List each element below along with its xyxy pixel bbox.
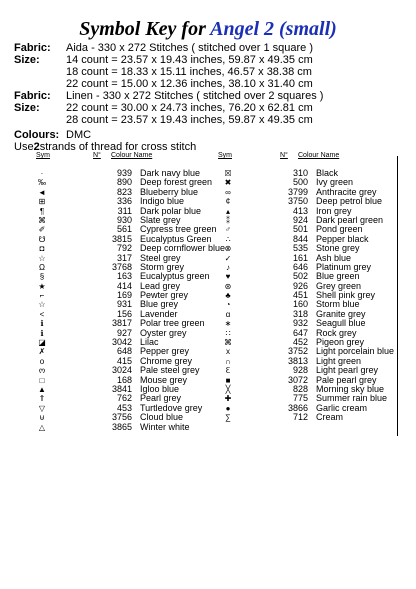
- dmc-number: 3752: [287, 346, 308, 357]
- symbol-icon: ∑: [225, 413, 231, 423]
- size-label: Size:: [14, 102, 40, 114]
- colour-name: Turtledove grey: [140, 402, 203, 413]
- colour-name: Deep forest green: [140, 177, 213, 188]
- colours-label: Colours:: [14, 129, 60, 141]
- symbol-icon: ℹ: [40, 319, 44, 329]
- colour-name: Morning sky blue: [316, 383, 385, 394]
- dmc-number: 775: [292, 393, 308, 404]
- fabric-label: Fabric:: [14, 42, 51, 54]
- symbol-icon: ✗: [38, 347, 46, 357]
- dmc-number: 3841: [111, 383, 132, 394]
- title-prefix: Symbol Key for: [79, 18, 206, 40]
- symbol-icon: ⌘: [38, 215, 46, 225]
- header-num: N°: [280, 152, 288, 159]
- symbol-icon: △: [38, 422, 46, 432]
- dmc-number: 452: [292, 337, 308, 348]
- colour-name: Dark pearl green: [316, 214, 384, 225]
- symbol-icon: ℹ: [40, 328, 44, 338]
- colour-name: Shell pink grey: [316, 290, 376, 301]
- symbol-icon: ♣: [225, 291, 231, 301]
- colour-name: Oyster grey: [140, 327, 187, 338]
- symbol-icon: ♂: [225, 225, 231, 235]
- size-aida-18: 18 count = 18.33 x 15.11 inches, 46.57 x 38.38 cm: [66, 66, 312, 78]
- size-linen-row: [14, 114, 323, 126]
- symbol-icon: ∴: [225, 234, 231, 244]
- symbol-icon: ♪: [226, 262, 230, 272]
- colour-name: Garlic cream: [316, 402, 368, 413]
- colour-name: Lilac: [140, 337, 159, 348]
- colour-name: Cypress tree green: [140, 224, 217, 235]
- dmc-number: 3865: [111, 421, 132, 432]
- dmc-number: 310: [292, 168, 308, 178]
- colour-name: Pond green: [316, 224, 363, 235]
- dmc-number: 3072: [287, 374, 308, 385]
- symbol-icon: ■: [225, 375, 231, 385]
- size-aida-14: 14 count = 23.57 x 19.43 inches, 59.87 x 49.35 cm: [66, 54, 313, 66]
- symbol-icon: ▴: [225, 206, 230, 216]
- colours-value: DMC: [66, 129, 92, 141]
- colour-name: Storm grey: [140, 261, 185, 272]
- symbol-icon: ◪: [38, 338, 46, 348]
- size-aida-row: [14, 54, 323, 66]
- dmc-number: 500: [292, 177, 308, 188]
- dmc-number: 3042: [111, 337, 132, 348]
- colour-name: Black: [316, 168, 339, 178]
- dmc-number: 712: [292, 412, 308, 423]
- pattern-info: [14, 42, 323, 153]
- symbol-icon: ☒: [224, 169, 232, 178]
- colour-name: Deep petrol blue: [316, 196, 383, 207]
- colour-name: Pepper black: [316, 233, 369, 244]
- dmc-number: 163: [116, 271, 132, 282]
- symbol-icon: ▲: [38, 384, 46, 394]
- colour-name: Pepper grey: [140, 346, 190, 357]
- symbol-icon: §: [39, 272, 45, 282]
- symbol-icon: ⌐: [39, 291, 45, 301]
- size-aida-row: [14, 78, 323, 90]
- colour-name: Blue grey: [140, 299, 179, 310]
- dmc-number: 828: [292, 383, 308, 394]
- colour-name: Igloo blue: [140, 383, 180, 394]
- size-linen-28: 28 count = 23.57 x 19.43 inches, 59.87 x 49.35 cm: [66, 114, 313, 126]
- symbol-icon: ¶: [39, 206, 45, 216]
- colour-name: Grey green: [316, 280, 362, 291]
- colour-name: Cream: [316, 412, 344, 423]
- colour-name: Pearl grey: [140, 393, 182, 404]
- dmc-number: 169: [116, 290, 132, 301]
- dmc-number: 792: [116, 243, 132, 254]
- colour-name: Anthracite grey: [316, 186, 377, 197]
- column-divider: [397, 156, 398, 436]
- header-sym: Sym: [218, 152, 232, 159]
- symbol-icon: ✖: [224, 178, 232, 188]
- colour-name: Seagull blue: [316, 318, 366, 329]
- symbol-icon: ∗: [224, 319, 232, 329]
- dmc-number: 311: [117, 205, 132, 216]
- strands-instruction: [14, 141, 323, 153]
- symbol-icon: ☋: [38, 234, 46, 244]
- header-colour-name: Colour Name: [111, 152, 153, 159]
- dmc-number: 928: [292, 365, 308, 376]
- dmc-number: 156: [116, 308, 132, 319]
- dmc-number: 451: [292, 290, 308, 301]
- colour-name: Lavender: [140, 308, 178, 319]
- symbol-icon: ·: [40, 169, 44, 178]
- symbol-icon: □: [39, 375, 45, 385]
- title-pattern-name: Angel 2 (small): [210, 18, 337, 40]
- symbol-icon: o: [39, 356, 45, 366]
- symbol-icon: ✐: [38, 225, 46, 235]
- colour-name: Pewter grey: [140, 290, 189, 301]
- dmc-number: 161: [292, 252, 308, 263]
- dmc-number: 3815: [111, 233, 132, 244]
- dmc-number: 844: [292, 233, 308, 244]
- dmc-number: 924: [292, 214, 308, 225]
- symbol-icon: ∩: [225, 356, 231, 366]
- symbol-icon: Ω: [39, 262, 45, 272]
- dmc-number: 160: [292, 299, 308, 310]
- colour-name: Chrome grey: [140, 355, 193, 366]
- dmc-number: 646: [292, 261, 308, 272]
- fabric-linen-row: [14, 90, 323, 102]
- symbol-icon: ⌘: [224, 338, 232, 348]
- size-label: Size:: [14, 54, 40, 66]
- symbol-icon: ⁑: [226, 215, 230, 225]
- colour-name: Light pearl grey: [316, 365, 379, 376]
- size-linen-22: 22 count = 30.00 x 24.73 inches, 76.20 x 62.81 cm: [66, 102, 313, 114]
- colour-name: Steel grey: [140, 252, 181, 263]
- dmc-number: 926: [292, 280, 308, 291]
- fabric-label: Fabric:: [14, 90, 51, 102]
- dmc-number: 3799: [287, 186, 308, 197]
- symbol-icon: ⇑: [38, 394, 46, 404]
- colour-name: Granite grey: [316, 308, 366, 319]
- colour-name: Lead grey: [140, 280, 181, 291]
- symbol-icon: ∷: [225, 328, 231, 338]
- dmc-number: 647: [292, 327, 308, 338]
- symbol-icon: ☆: [38, 253, 46, 263]
- strands-count: 2: [33, 141, 40, 153]
- symbol-icon: x: [226, 347, 230, 357]
- colour-name: Winter white: [140, 421, 190, 432]
- colour-name: Light porcelain blue: [316, 346, 395, 357]
- symbol-icon: ★: [38, 281, 46, 291]
- symbol-icon: ⊛: [224, 281, 232, 291]
- colour-name: Blueberry blue: [140, 186, 199, 197]
- symbol-icon: ✓: [224, 253, 232, 263]
- dmc-number: 939: [116, 168, 132, 178]
- symbol-icon: ◘: [39, 244, 45, 254]
- colour-name: Stone grey: [316, 243, 360, 254]
- colour-name: Iron grey: [316, 205, 352, 216]
- dmc-number: 413: [292, 205, 308, 216]
- colours-row: [14, 129, 323, 141]
- symbol-icon: ⊞: [38, 197, 46, 207]
- symbol-icon: ◔: [225, 300, 231, 310]
- symbol-icon: ♥: [225, 272, 231, 282]
- dmc-number: 3817: [111, 318, 132, 329]
- symbol-icon: ▽: [38, 403, 46, 413]
- colour-name: Indigo blue: [140, 196, 185, 207]
- dmc-number: 3866: [287, 402, 308, 413]
- symbol-icon: ო: [38, 366, 46, 376]
- symbol-icon: ◄: [38, 187, 46, 197]
- colour-name: Polar tree green: [140, 318, 205, 329]
- dmc-number: 414: [116, 280, 132, 291]
- colour-name: Slate grey: [140, 214, 181, 225]
- dmc-number: 931: [116, 299, 132, 310]
- fabric-aida-text: Aida - 330 x 272 Stitches ( stitched over 1 square ): [66, 42, 314, 54]
- colour-name: Pale steel grey: [140, 365, 200, 376]
- colour-name: Eucalyptus Green: [140, 233, 212, 244]
- symbol-icon: ∞: [225, 187, 231, 197]
- dmc-number: 823: [116, 186, 132, 197]
- fabric-linen-text: Linen - 330 x 272 Stitches ( stitched over 2 squares ): [66, 90, 324, 102]
- dmc-number: 317: [116, 252, 132, 263]
- dmc-number: 3756: [111, 412, 132, 423]
- dmc-number: 3024: [111, 365, 132, 376]
- symbol-icon: ⊗: [224, 244, 232, 254]
- size-aida-22: 22 count = 15.00 x 12.36 inches, 38.10 x 31.40 cm: [66, 78, 313, 90]
- dmc-number: 648: [116, 346, 132, 357]
- colour-name: Dark polar blue: [140, 205, 202, 216]
- symbol-icon: ¢: [225, 197, 231, 207]
- dmc-number: 502: [292, 271, 308, 282]
- dmc-number: 930: [116, 214, 132, 225]
- dmc-number: 927: [116, 327, 132, 338]
- colour-name: Rock grey: [316, 327, 357, 338]
- dmc-number: 3750: [287, 196, 308, 207]
- dmc-number: 168: [116, 374, 132, 385]
- symbol-icon: ╳: [225, 384, 231, 394]
- header-num: N°: [93, 152, 101, 159]
- colour-name: Mouse grey: [140, 374, 188, 385]
- dmc-number: 890: [116, 177, 132, 188]
- symbol-icon: ✚: [224, 394, 232, 404]
- colour-name: Pigeon grey: [316, 337, 365, 348]
- symbol-icon: <: [39, 309, 45, 319]
- strands-pre: Use: [14, 141, 34, 153]
- dmc-number: 535: [292, 243, 308, 254]
- page-title: [0, 18, 416, 41]
- colour-name: Summer rain blue: [316, 393, 388, 404]
- header-colour-name: Colour Name: [298, 152, 340, 159]
- colour-name: Ash blue: [316, 252, 352, 263]
- colour-name: Light green: [316, 355, 362, 366]
- dmc-number: 561: [116, 224, 132, 235]
- symbol-icon: ℇ: [225, 366, 231, 376]
- colour-name: Storm blue: [316, 299, 360, 310]
- colour-name: Ivy green: [316, 177, 354, 188]
- colour-name: Eucalyptus green: [140, 271, 210, 282]
- dmc-number: 415: [116, 355, 132, 366]
- size-aida-row: [14, 66, 323, 78]
- dmc-number: 3813: [287, 355, 308, 366]
- dmc-number: 932: [292, 318, 308, 329]
- dmc-number: 501: [292, 224, 308, 235]
- symbol-icon: ⊍: [39, 413, 45, 423]
- symbol-icon: ☆: [38, 300, 46, 310]
- colour-name: Cloud blue: [140, 412, 184, 423]
- colour-name: Deep cornflower blue: [140, 243, 226, 254]
- colour-name: Platinum grey: [316, 261, 372, 272]
- symbol-icon: ●: [225, 403, 231, 413]
- colour-name: Dark navy blue: [140, 168, 201, 178]
- header-sym: Sym: [36, 152, 50, 159]
- dmc-number: 453: [116, 402, 132, 413]
- symbol-icon: ‰: [38, 178, 46, 188]
- dmc-number: 3768: [111, 261, 132, 272]
- fabric-aida-row: [14, 42, 323, 54]
- symbol-icon: ɑ: [225, 309, 231, 319]
- dmc-number: 762: [116, 393, 132, 404]
- colour-name: Pale pearl grey: [316, 374, 377, 385]
- colour-name: Blue green: [316, 271, 360, 282]
- size-linen-row: [14, 102, 323, 114]
- dmc-number: 318: [292, 308, 308, 319]
- dmc-number: 336: [116, 196, 132, 207]
- strands-post: strands of thread for cross stitch: [39, 141, 197, 153]
